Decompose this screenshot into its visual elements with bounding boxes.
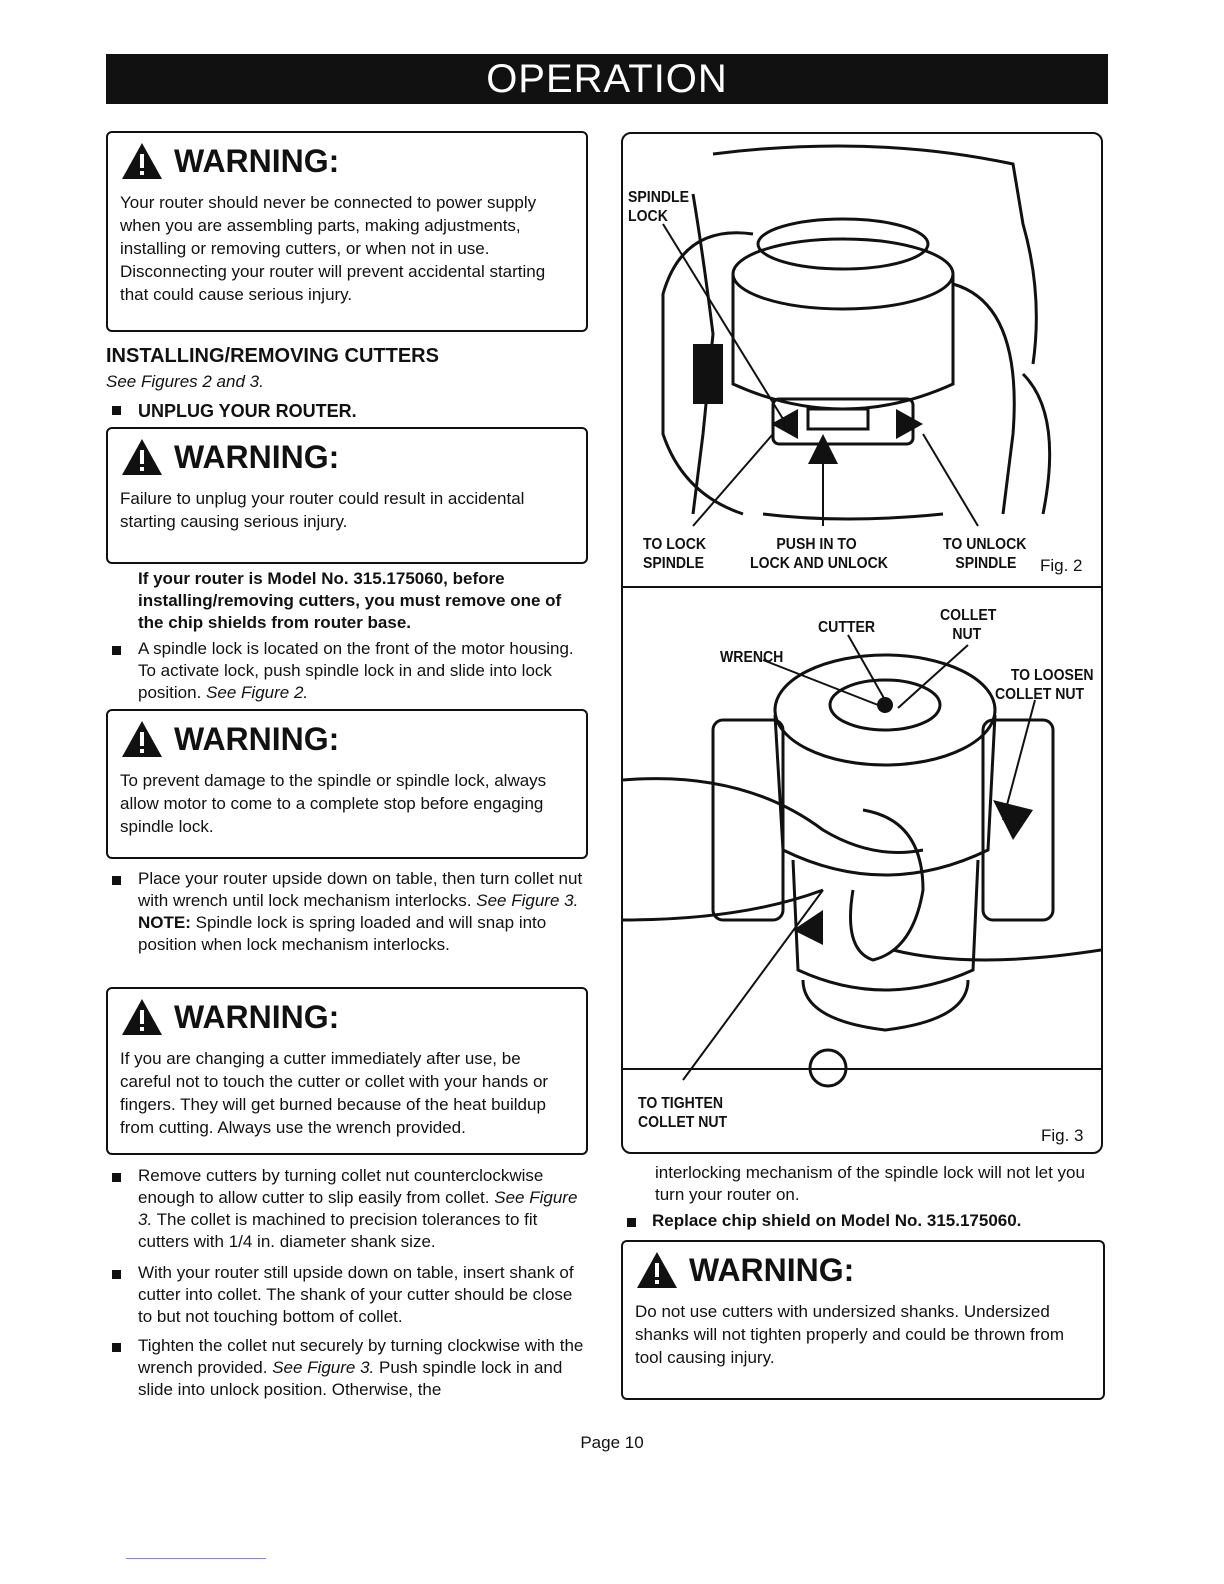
warning-text: To prevent damage to the spindle or spindle lock, always allow motor to come to a complete stop before engaging spindle lock.: [120, 771, 547, 836]
warning-triangle-icon: [120, 719, 164, 759]
bullet-icon: [112, 876, 121, 885]
section-see-figures: See Figures 2 and 3.: [106, 372, 264, 391]
bullet-tighten-collet: [138, 1335, 590, 1401]
warning-heading: [120, 435, 576, 479]
warning-heading: [635, 1248, 1093, 1292]
label-line: COLLET NUT: [638, 1114, 728, 1131]
figure-2-number: Fig. 2: [1040, 556, 1083, 575]
warning-label: WARNING:: [174, 998, 340, 1035]
bullet-text: The collet is machined to precision tolerances to fit cutters with 1/4 in. diameter shank size.: [138, 1210, 538, 1251]
label-line: LOCK AND UNLOCK: [750, 555, 888, 572]
note-text: Spindle lock is spring loaded and will snap into position when lock mechanism interlocks.: [138, 913, 547, 954]
warning-label: WARNING:: [689, 1251, 855, 1288]
label-line: SPINDLE: [643, 555, 705, 572]
bullet-icon: [112, 406, 121, 415]
warning-triangle-icon: [120, 437, 164, 477]
warning-text: Your router should never be connected to power supply when you are assembling parts, making adjustments, installing or removing cutters, or when not in use. Disconnecting your router will prevent accidental starting that could cause serious injury.: [120, 193, 546, 304]
section-title: INSTALLING/REMOVING CUTTERS: [106, 345, 439, 367]
label-line: TO TIGHTEN: [638, 1095, 724, 1112]
footer-link-underline: [126, 1558, 266, 1559]
label-line: TO UNLOCK: [943, 536, 1027, 553]
router-collet-wrench-illustration: [623, 590, 1101, 1090]
bullet-icon: [112, 1343, 121, 1352]
figure-reference: See Figure 3.: [476, 891, 579, 910]
figure-reference: See Figure 3.: [272, 1358, 375, 1377]
label-line: TO LOOSEN: [1010, 667, 1094, 684]
figure-3-base-line: [623, 1068, 1101, 1070]
warning-label: WARNING:: [174, 720, 340, 757]
warning-heading: [120, 139, 576, 183]
warning-text: Failure to unplug your router could result in accidental starting causing serious injury.: [120, 489, 525, 531]
warning-triangle-icon: [635, 1250, 679, 1290]
label-push-in: [750, 535, 888, 573]
warning-box-power: [106, 131, 588, 332]
bullet-icon: [112, 1173, 121, 1182]
warning-heading: [120, 995, 576, 1039]
label-line: TO LOCK: [643, 536, 707, 553]
label-to-lock: [643, 535, 706, 573]
warning-box-undersized-shanks: [621, 1240, 1105, 1400]
figure-reference: See Figure 2.: [206, 683, 309, 702]
note-label: NOTE:: [138, 913, 191, 932]
bullet-text: Push spindle lock in and slide into unlock position. Otherwise, the: [138, 1358, 563, 1399]
bullet-text: A spindle lock is located on the front of the motor housing. To activate lock, push spindle lock in and slide into lock position.: [138, 639, 574, 702]
label-line: COLLET: [940, 607, 997, 624]
page-header: OPERATION: [106, 54, 1108, 104]
bullet-spindle-lock: [138, 638, 590, 704]
bullet-insert-shank: With your router still upside down on table, insert shank of cutter into collet. The shank of your cutter should be close to but not touching bottom of collet.: [138, 1263, 574, 1326]
bullet-icon: [112, 1270, 121, 1279]
label-to-tighten: [638, 1094, 727, 1132]
warning-heading: [120, 717, 576, 761]
bullet-icon: [112, 646, 121, 655]
warning-label: WARNING:: [174, 142, 340, 179]
bullet-upside-down: [138, 868, 590, 956]
label-line: NUT: [952, 626, 982, 643]
warning-box-unplug: [106, 427, 588, 564]
warning-box-spindle-damage: [106, 709, 588, 859]
label-line: PUSH IN TO: [776, 536, 857, 553]
label-to-unlock: [943, 535, 1026, 573]
warning-triangle-icon: [120, 997, 164, 1037]
bullet-text: Place your router upside down on table, then turn collet nut with wrench until lock mechanism interlocks.: [138, 869, 583, 910]
page-number: Page 10: [580, 1433, 644, 1452]
bullet-text: Remove cutters by turning collet nut counterclockwise enough to allow cutter to slip easily from collet.: [138, 1166, 544, 1207]
label-line: SPINDLE: [955, 555, 1017, 572]
bullet-remove-cutters: [138, 1165, 590, 1253]
warning-label: WARNING:: [174, 438, 340, 475]
warning-box-hot-cutter: [106, 987, 588, 1155]
figure-3-number: Fig. 3: [1041, 1126, 1084, 1145]
label-line: SPINDLE: [628, 189, 690, 206]
bullet-text: Tighten the collet nut securely by turning clockwise with the wrench provided.: [138, 1336, 584, 1377]
label-wrench: WRENCH: [720, 649, 784, 666]
label-cutter: CUTTER: [818, 619, 876, 636]
model-note: If your router is Model No. 315.175060, before installing/removing cutters, you must remove one of the chip shields from router base.: [138, 569, 562, 632]
label-spindle-lock: [628, 188, 689, 226]
label-to-loosen: [995, 666, 1094, 704]
figure-divider: [623, 586, 1101, 588]
replace-chip-shield: Replace chip shield on Model No. 315.175060.: [652, 1211, 1022, 1230]
warning-text: If you are changing a cutter immediately after use, be careful not to touch the cutter or collet with your hands or fingers. They will get burned because of the heat buildup from cutting. Always use the wrench provided.: [120, 1049, 549, 1137]
router-spindle-lock-illustration: [623, 134, 1101, 534]
bullet-icon: [627, 1218, 636, 1227]
label-line: LOCK: [628, 208, 668, 225]
figure-reference: See Figure 3.: [138, 1188, 578, 1229]
label-line: COLLET NUT: [995, 686, 1085, 703]
unplug-instruction: UNPLUG YOUR ROUTER.: [138, 401, 357, 421]
warning-triangle-icon: [120, 141, 164, 181]
warning-text: Do not use cutters with undersized shanks. Undersized shanks will not tighten properly and could be thrown from tool causing injury.: [635, 1302, 1065, 1367]
label-collet-nut: [940, 606, 996, 644]
continuation-text: interlocking mechanism of the spindle lock will not let you turn your router on.: [655, 1163, 1085, 1204]
